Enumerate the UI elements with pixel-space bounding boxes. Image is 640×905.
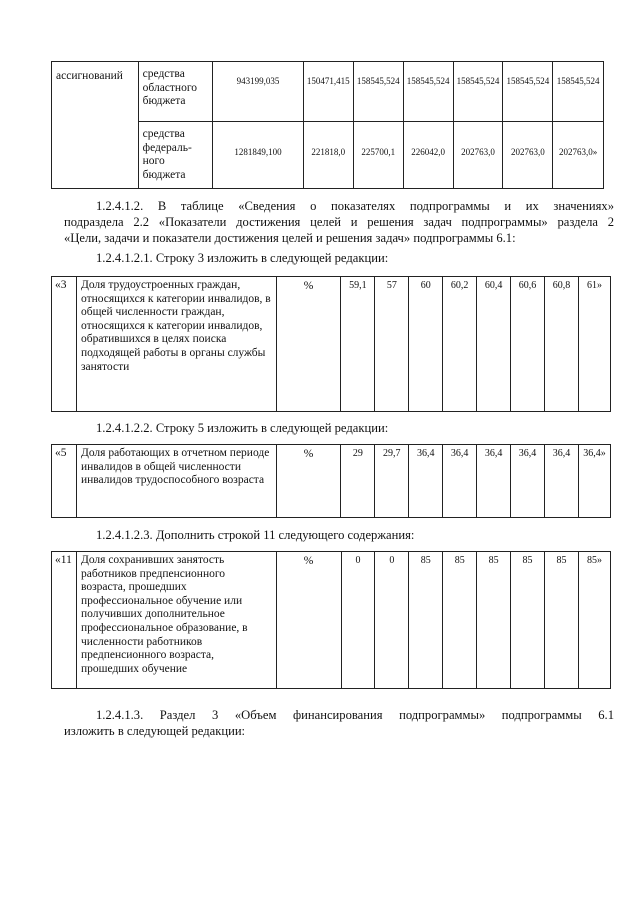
instruction-row11: 1.2.4.1.2.3. Дополнить строкой 11 следующего содержания: xyxy=(96,528,415,542)
table-cell: 158545,524 xyxy=(353,62,403,122)
table-cell: 202763,0» xyxy=(553,122,604,189)
table-cell: 61» xyxy=(578,277,610,412)
paragraph-line: 1.2.4.1.2. В таблице «Сведения о показателях подпрограммы и их значениях» xyxy=(96,199,614,213)
instruction-row3: 1.2.4.1.2.1. Строку 3 изложить в следующей редакции: xyxy=(96,251,389,265)
table-cell: 0 xyxy=(341,552,375,689)
table-cell: 60,4 xyxy=(477,277,511,412)
table-cell: 59,1 xyxy=(341,277,375,412)
table-cell: 226042,0 xyxy=(403,122,453,189)
table-cell: 85 xyxy=(443,552,477,689)
allocations-label: ассигнований xyxy=(52,62,139,189)
table-cell: 36,4 xyxy=(477,445,511,518)
table-cell: 158545,524 xyxy=(403,62,453,122)
table-cell: 36,4 xyxy=(511,445,545,518)
indicator-row-3-table xyxy=(51,276,611,412)
table-cell: 202763,0 xyxy=(453,122,503,189)
table-cell: 85 xyxy=(409,552,443,689)
table-cell: 85 xyxy=(477,552,511,689)
table-cell: 1281849,100 xyxy=(213,122,304,189)
paragraph-line: изложить в следующей редакции: xyxy=(64,724,246,738)
indicator-description: Доля сохранивших занятость работников предпенсионного возраста, прошедших профессиональное обучение или получивших дополнительное профессиональное образование, в численности работников предпенсионного возраста, прошедших обучение xyxy=(76,552,276,689)
table-cell: 60,8 xyxy=(545,277,579,412)
table-cell: 29 xyxy=(341,445,375,518)
table-cell: 57 xyxy=(375,277,409,412)
row-number: «5 xyxy=(52,445,77,518)
table-cell: 36,4» xyxy=(578,445,610,518)
paragraph-line: «Цели, задачи и показатели достижения целей и решения задач» подпрограммы 6.1: xyxy=(64,231,516,245)
table-cell: 150471,415 xyxy=(303,62,353,122)
regional-budget-label: средства областного бюджета xyxy=(138,62,212,122)
table-cell: 943199,035 xyxy=(213,62,304,122)
unit-cell: % xyxy=(276,552,341,689)
table-cell: 0 xyxy=(375,552,409,689)
indicator-row-11-table xyxy=(51,551,611,689)
table-cell: 85 xyxy=(511,552,545,689)
table-cell: 36,4 xyxy=(409,445,443,518)
table-cell: 202763,0 xyxy=(503,122,553,189)
table-cell: 60,2 xyxy=(443,277,477,412)
table-cell: 221818,0 xyxy=(303,122,353,189)
indicator-description: Доля работающих в отчетном периоде инвалидов в общей численности инвалидов трудоспособного возраста xyxy=(76,445,276,518)
instruction-row5: 1.2.4.1.2.2. Строку 5 изложить в следующей редакции: xyxy=(96,421,389,435)
table-cell: 85» xyxy=(578,552,610,689)
table-cell: 158545,524 xyxy=(553,62,604,122)
row-number: «3 xyxy=(52,277,77,412)
table-cell: 29,7 xyxy=(375,445,409,518)
table-cell: 158545,524 xyxy=(503,62,553,122)
paragraph-line: подраздела 2.2 «Показатели достижения целей и решения задач подпрограммы» раздела 2 xyxy=(64,215,614,229)
financing-table xyxy=(51,61,604,189)
table-cell: 60,6 xyxy=(511,277,545,412)
paragraph-line: 1.2.4.1.3. Раздел 3 «Объем финансирования подпрограммы» подпрограммы 6.1 xyxy=(96,708,614,722)
unit-cell: % xyxy=(276,445,341,518)
federal-budget-label: средства федераль-ного бюджета xyxy=(138,122,212,189)
indicator-description: Доля трудоустроенных граждан, относящихся к категории инвалидов, в общей численности граждан, относящихся к категории инвалидов, обратившихся в целях поиска подходящей работы в органы службы занятости xyxy=(76,277,276,412)
table-cell: 36,4 xyxy=(443,445,477,518)
table-cell: 158545,524 xyxy=(453,62,503,122)
row-number: «11 xyxy=(52,552,77,689)
indicator-row-5-table xyxy=(51,444,611,518)
table-cell: 85 xyxy=(545,552,579,689)
unit-cell: % xyxy=(276,277,341,412)
table-cell: 60 xyxy=(409,277,443,412)
table-cell: 225700,1 xyxy=(353,122,403,189)
table-cell: 36,4 xyxy=(545,445,579,518)
